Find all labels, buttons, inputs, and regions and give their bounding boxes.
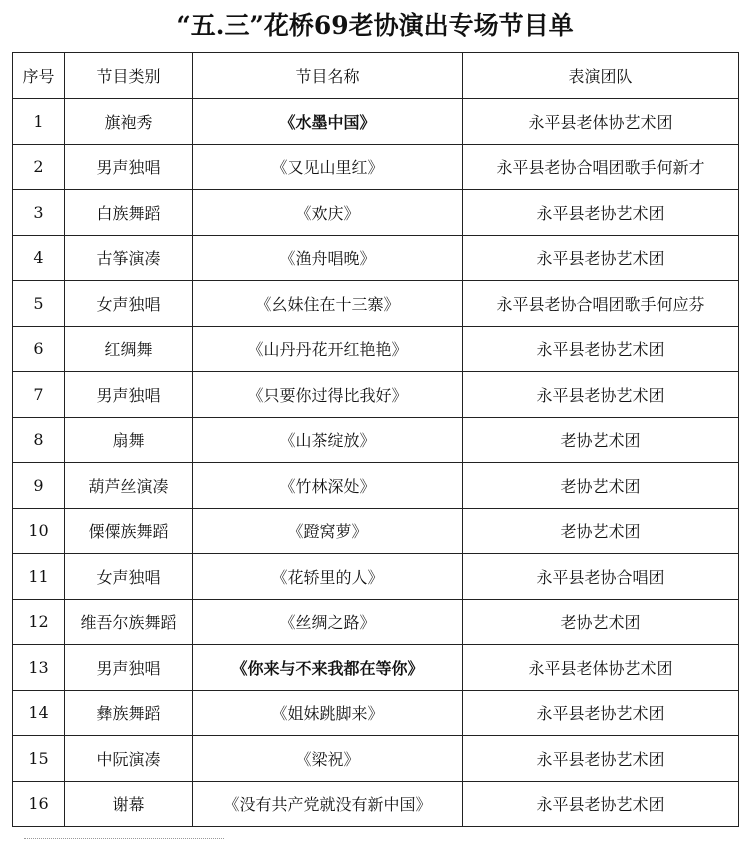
row-no: 13 — [13, 645, 65, 691]
row-no: 3 — [13, 190, 65, 236]
row-team: 永平县老协艺术团 — [463, 235, 739, 281]
row-category: 谢幕 — [65, 781, 193, 827]
row-program-name: 《竹林深处》 — [193, 463, 463, 509]
header-no: 序号 — [13, 53, 65, 99]
table-row — [13, 190, 739, 236]
table-row — [13, 144, 739, 190]
table-row — [13, 235, 739, 281]
row-team: 老协艺术团 — [463, 508, 739, 554]
row-program-name: 《蹬窝萝》 — [193, 508, 463, 554]
row-no: 2 — [13, 144, 65, 190]
table-row — [13, 417, 739, 463]
header-category: 节目类别 — [65, 53, 193, 99]
row-program-name: 《渔舟唱晚》 — [193, 235, 463, 281]
table-row — [13, 99, 739, 145]
row-category: 男声独唱 — [65, 372, 193, 418]
row-team: 永平县老体协艺术团 — [463, 99, 739, 145]
row-no: 16 — [13, 781, 65, 827]
row-program-name: 《只要你过得比我好》 — [193, 372, 463, 418]
row-team: 老协艺术团 — [463, 463, 739, 509]
table-row — [13, 463, 739, 509]
row-program-name: 《水墨中国》 — [193, 99, 463, 145]
row-category: 扇舞 — [65, 417, 193, 463]
row-team: 老协艺术团 — [463, 417, 739, 463]
row-no: 15 — [13, 736, 65, 782]
scan-dotted-mark — [24, 838, 224, 841]
table-row — [13, 372, 739, 418]
row-team: 老协艺术团 — [463, 599, 739, 645]
row-category: 傈僳族舞蹈 — [65, 508, 193, 554]
row-no: 14 — [13, 690, 65, 736]
row-category: 古筝演凑 — [65, 235, 193, 281]
row-program-name: 《没有共产党就没有新中国》 — [193, 781, 463, 827]
row-no: 7 — [13, 372, 65, 418]
row-program-name: 《梁祝》 — [193, 736, 463, 782]
row-no: 9 — [13, 463, 65, 509]
table-row — [13, 599, 739, 645]
table-row — [13, 690, 739, 736]
row-program-name: 《欢庆》 — [193, 190, 463, 236]
row-program-name: 《丝绸之路》 — [193, 599, 463, 645]
table-row — [13, 781, 739, 827]
row-team: 永平县老协艺术团 — [463, 781, 739, 827]
header-team: 表演团队 — [463, 53, 739, 99]
row-category: 男声独唱 — [65, 144, 193, 190]
row-no: 10 — [13, 508, 65, 554]
row-program-name: 《姐妹跳脚来》 — [193, 690, 463, 736]
row-no: 11 — [13, 554, 65, 600]
row-team: 永平县老协合唱团歌手何应芬 — [463, 281, 739, 327]
row-program-name: 《山茶绽放》 — [193, 417, 463, 463]
row-no: 4 — [13, 235, 65, 281]
row-category: 葫芦丝演凑 — [65, 463, 193, 509]
row-category: 女声独唱 — [65, 554, 193, 600]
row-program-name: 《山丹丹花开红艳艳》 — [193, 326, 463, 372]
row-team: 永平县老协艺术团 — [463, 190, 739, 236]
row-team: 永平县老协艺术团 — [463, 736, 739, 782]
row-team: 永平县老协艺术团 — [463, 326, 739, 372]
row-team: 永平县老协合唱团 — [463, 554, 739, 600]
row-team: 永平县老协艺术团 — [463, 690, 739, 736]
page-title: “五.三”花桥69老协演出专场节目单 — [176, 11, 574, 40]
row-no: 1 — [13, 99, 65, 145]
row-no: 12 — [13, 599, 65, 645]
row-team: 永平县老体协艺术团 — [463, 645, 739, 691]
table-row — [13, 645, 739, 691]
row-category: 旗袍秀 — [65, 99, 193, 145]
row-program-name: 《你来与不来我都在等你》 — [193, 645, 463, 691]
row-category: 彝族舞蹈 — [65, 690, 193, 736]
row-program-name: 《幺妹住在十三寨》 — [193, 281, 463, 327]
row-program-name: 《又见山里红》 — [193, 144, 463, 190]
row-category: 维吾尔族舞蹈 — [65, 599, 193, 645]
table-row — [13, 326, 739, 372]
row-category: 女声独唱 — [65, 281, 193, 327]
row-team: 永平县老协合唱团歌手何新才 — [463, 144, 739, 190]
row-category: 男声独唱 — [65, 645, 193, 691]
row-category: 中阮演凑 — [65, 736, 193, 782]
row-program-name: 《花轿里的人》 — [193, 554, 463, 600]
table-row — [13, 554, 739, 600]
table-row — [13, 508, 739, 554]
row-team: 永平县老协艺术团 — [463, 372, 739, 418]
program-table — [12, 52, 739, 827]
row-category: 白族舞蹈 — [65, 190, 193, 236]
row-category: 红绸舞 — [65, 326, 193, 372]
table-row — [13, 281, 739, 327]
table-header-row — [13, 53, 739, 99]
table-row — [13, 736, 739, 782]
header-name: 节目名称 — [193, 53, 463, 99]
row-no: 6 — [13, 326, 65, 372]
row-no: 5 — [13, 281, 65, 327]
row-no: 8 — [13, 417, 65, 463]
